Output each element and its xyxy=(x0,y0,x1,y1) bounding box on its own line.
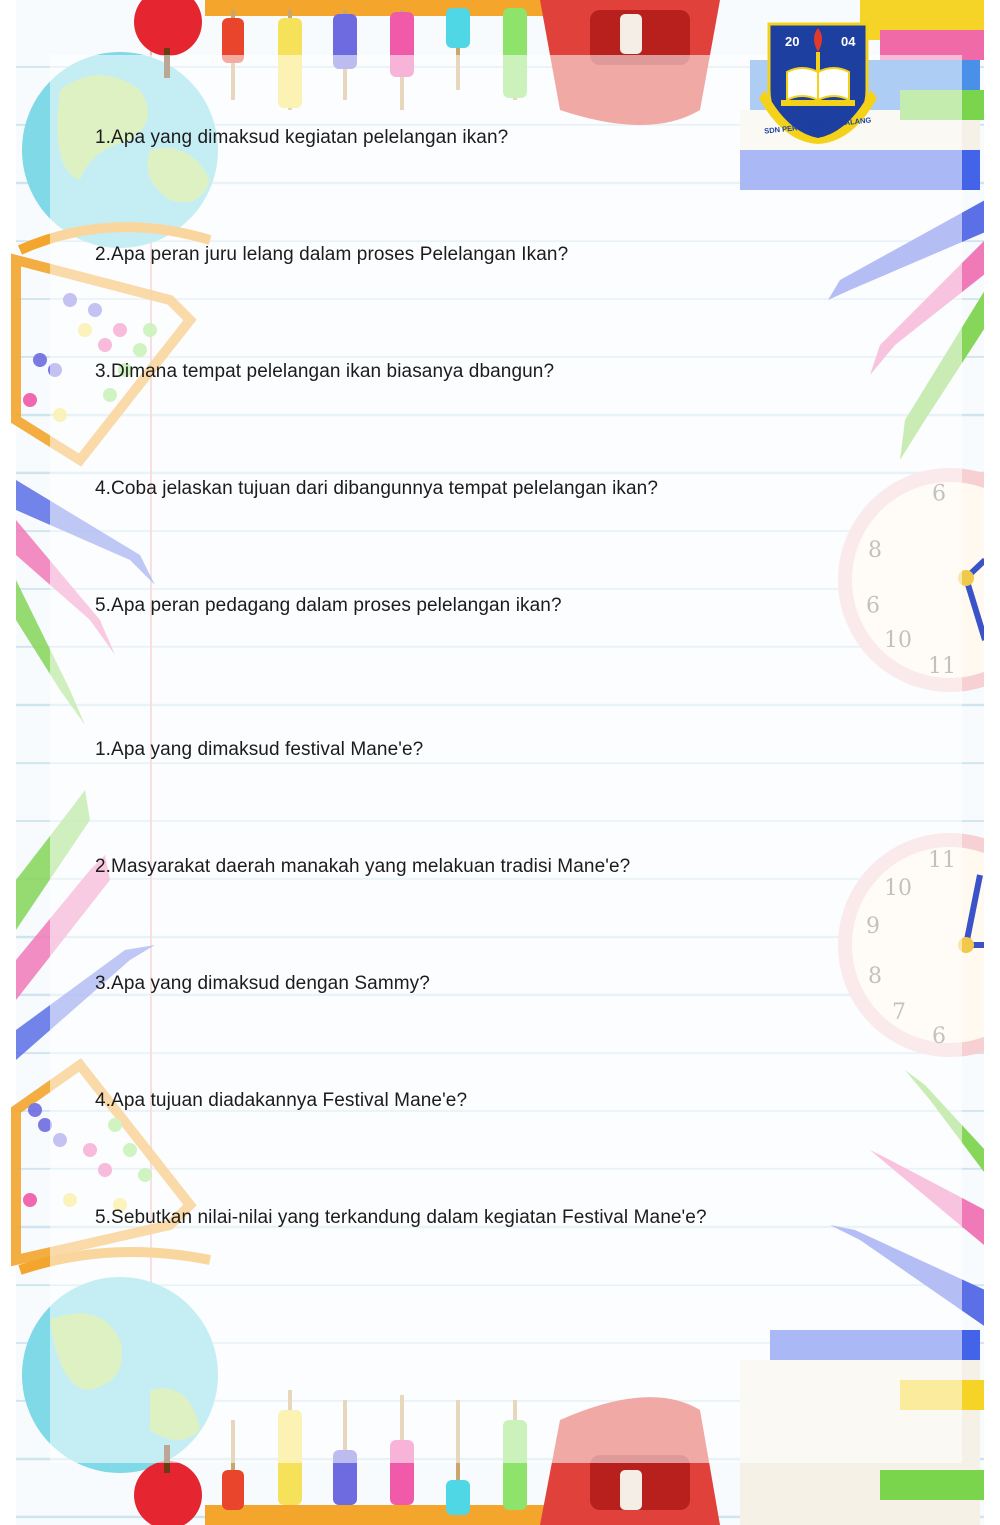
logo-year-right: 04 xyxy=(841,34,856,49)
logo-school-name: SDN PERCOBAAN 2 MALANG xyxy=(763,115,872,136)
open-book-icon xyxy=(781,68,855,106)
question-item: 1.Apa yang dimaksud kegiatan pelelangan ikan? xyxy=(95,127,509,148)
question-item: 3.Dimana tempat pelelangan ikan biasanya dbangun? xyxy=(95,361,555,382)
question-item: 4.Apa tujuan diadakannya Festival Mane'e? xyxy=(95,1090,468,1111)
school-logo xyxy=(757,20,879,144)
question-item: 4.Coba jelaskan tujuan dari dibangunnya tempat pelelangan ikan? xyxy=(95,478,658,499)
question-item: 2.Apa peran juru lelang dalam proses Pelelangan Ikan? xyxy=(95,244,569,265)
logo-year-left: 20 xyxy=(785,34,800,49)
question-item: 5.Sebutkan nilai-nilai yang terkandung dalam kegiatan Festival Mane'e? xyxy=(95,1207,707,1228)
question-item: 2.Masyarakat daerah manakah yang melakuan tradisi Mane'e? xyxy=(95,856,631,877)
question-item: 5.Apa peran pedagang dalam proses pelelangan ikan? xyxy=(95,595,562,616)
question-item: 3.Apa yang dimaksud dengan Sammy? xyxy=(95,973,430,994)
question-item: 1.Apa yang dimaksud festival Mane'e? xyxy=(95,739,424,760)
